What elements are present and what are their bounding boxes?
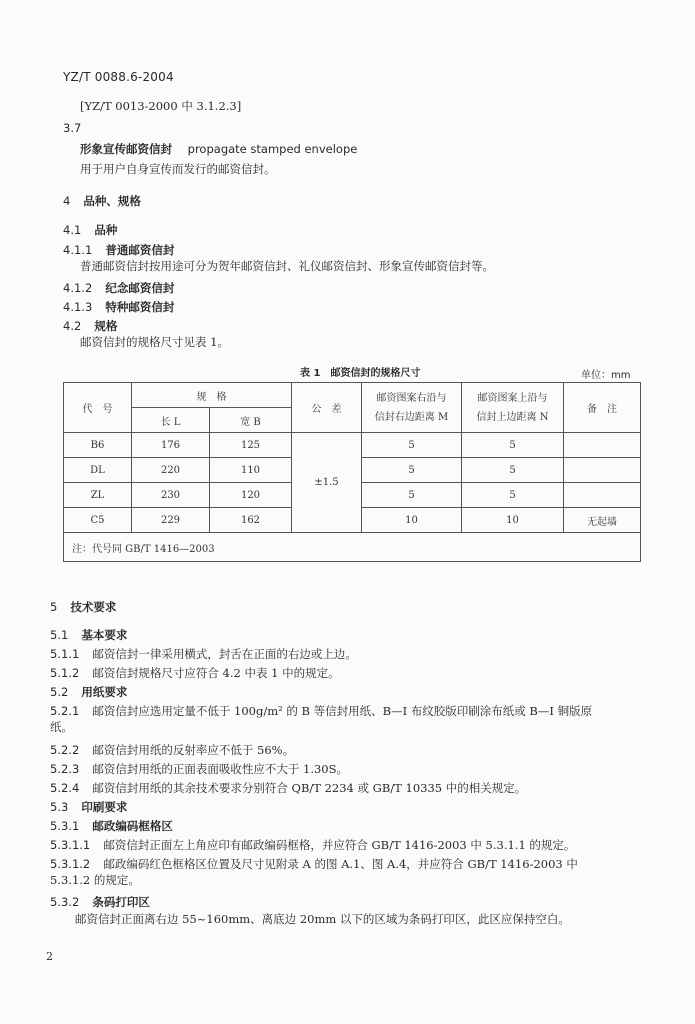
cell-code: ZL bbox=[64, 483, 132, 508]
section-number: 4.1 bbox=[63, 223, 82, 237]
clause-5-2-1 bbox=[50, 700, 592, 719]
clause-number: 5.3.1.1 bbox=[50, 838, 91, 852]
header-m-line1: 邮资图案右沿与 bbox=[376, 392, 447, 404]
term-chinese: 形象宣传邮资信封 bbox=[80, 142, 172, 156]
section-title: 品种、规格 bbox=[83, 194, 141, 208]
cell-m: 5 bbox=[362, 483, 462, 508]
cell-code: B6 bbox=[64, 433, 132, 458]
header-n-line1: 邮资图案上沿与 bbox=[477, 392, 548, 404]
section-4-1-1-heading bbox=[63, 239, 174, 258]
cell-width: 125 bbox=[210, 433, 292, 458]
section-5-heading bbox=[50, 596, 116, 615]
section-5-2-heading bbox=[50, 681, 127, 700]
reference-citation: [YZ/T 0013-2000 中 3.1.2.3] bbox=[80, 99, 242, 113]
page-number: 2 bbox=[46, 950, 53, 963]
section-number: 4.1.2 bbox=[63, 281, 93, 295]
cell-n: 5 bbox=[462, 433, 564, 458]
cell-remark: 无起墙 bbox=[564, 508, 641, 533]
clause-number: 5.1.1 bbox=[50, 647, 80, 661]
section-title: 基本要求 bbox=[81, 628, 128, 642]
cell-width: 110 bbox=[210, 458, 292, 483]
section-number: 5.1 bbox=[50, 628, 69, 642]
section-4-1-2-heading bbox=[63, 277, 174, 296]
term-english: propagate stamped envelope bbox=[187, 142, 358, 156]
clause-body-line1: 邮资信封应选用定量不低于 100g/m² 的 B 等信封用纸、B—I 布纹胶版印刷涂布纸或 B—I 铜版原 bbox=[92, 704, 593, 718]
section-number: 4.1.1 bbox=[63, 243, 93, 257]
header-m-line2: 信封右边距离 M bbox=[374, 411, 449, 423]
header-length: 长 L bbox=[132, 408, 210, 433]
cell-m: 5 bbox=[362, 433, 462, 458]
cell-n: 5 bbox=[462, 458, 564, 483]
cell-length: 229 bbox=[132, 508, 210, 533]
cell-width: 120 bbox=[210, 483, 292, 508]
section-5-3-heading bbox=[50, 796, 127, 815]
header-remark: 备 注 bbox=[564, 383, 641, 433]
header-n bbox=[462, 383, 564, 433]
section-number: 5.3 bbox=[50, 800, 69, 814]
section-number: 5.3.1 bbox=[50, 819, 80, 833]
cell-code: C5 bbox=[64, 508, 132, 533]
cell-remark bbox=[564, 483, 641, 508]
section-4-2-body: 邮资信封的规格尺寸见表 1。 bbox=[80, 335, 229, 349]
section-title: 纪念邮资信封 bbox=[105, 281, 175, 295]
clause-body: 邮资信封规格尺寸应符合 4.2 中表 1 中的规定。 bbox=[92, 666, 340, 680]
cell-remark bbox=[564, 458, 641, 483]
table-note-row bbox=[64, 533, 641, 562]
clause-body: 邮资信封用纸的正面表面吸收性应不大于 1.30S。 bbox=[92, 762, 348, 776]
section-title: 用纸要求 bbox=[81, 685, 128, 699]
cell-m: 10 bbox=[362, 508, 462, 533]
clause-5-3-2-body: 邮资信封正面离右边 55~160mm、离底边 20mm 以下的区域为条码打印区，此区应保持空白。 bbox=[75, 912, 570, 926]
clause-5-3-1-1 bbox=[50, 834, 575, 853]
section-number: 5.2 bbox=[50, 685, 69, 699]
section-number: 4.2 bbox=[63, 319, 82, 333]
section-5-3-2-heading bbox=[50, 891, 150, 910]
section-4-1-heading bbox=[63, 219, 117, 238]
section-title: 技术要求 bbox=[70, 600, 117, 614]
header-tolerance: 公 差 bbox=[292, 383, 362, 433]
cell-m: 5 bbox=[362, 458, 462, 483]
header-width: 宽 B bbox=[210, 408, 292, 433]
section-3-7-number: 3.7 bbox=[63, 121, 82, 135]
section-3-7-term bbox=[80, 141, 357, 157]
section-number: 4.1.3 bbox=[63, 300, 93, 314]
section-title: 邮政编码框格区 bbox=[92, 819, 173, 833]
clause-number: 5.2.1 bbox=[50, 704, 80, 718]
section-title: 品种 bbox=[94, 223, 118, 237]
clause-number: 5.2.3 bbox=[50, 762, 80, 776]
section-4-1-3-heading bbox=[63, 296, 174, 315]
table-unit: 单位：mm bbox=[581, 370, 631, 381]
clause-number: 5.1.2 bbox=[50, 666, 80, 680]
header-n-line2: 信封上边距离 N bbox=[476, 411, 549, 423]
clause-body: 邮资信封用纸的其余技术要求分别符合 QB/T 2234 或 GB/T 10335 中的相关规定。 bbox=[92, 781, 527, 795]
cell-length: 176 bbox=[132, 433, 210, 458]
section-4-1-1-body: 普通邮资信封按用途可分为贺年邮资信封、礼仪邮资信封、形象宣传邮资信封等。 bbox=[80, 259, 494, 273]
section-number: 5 bbox=[50, 600, 58, 614]
cell-tolerance: ±1.5 bbox=[292, 433, 362, 533]
section-title: 规格 bbox=[94, 319, 118, 333]
clause-5-3-1-2-line2: 5.3.1.2 的规定。 bbox=[50, 873, 140, 887]
section-number: 5.3.2 bbox=[50, 895, 80, 909]
cell-width: 162 bbox=[210, 508, 292, 533]
clause-number: 5.2.4 bbox=[50, 781, 80, 795]
section-title: 条码打印区 bbox=[92, 895, 150, 909]
section-3-7-definition: 用于用户自身宣传而发行的邮资信封。 bbox=[80, 162, 276, 176]
clause-body: 邮资信封一律采用横式，封舌在正面的右边或上边。 bbox=[92, 647, 357, 661]
table-caption: 表 1 邮资信封的规格尺寸 bbox=[300, 368, 421, 379]
cell-n: 5 bbox=[462, 483, 564, 508]
clause-5-1-1 bbox=[50, 643, 357, 662]
cell-length: 220 bbox=[132, 458, 210, 483]
section-4-2-heading bbox=[63, 315, 117, 334]
section-5-3-1-heading bbox=[50, 815, 173, 834]
clause-body: 邮资信封正面左上角应印有邮政编码框格，并应符合 GB/T 1416-2003 中 5.3.1.1 的规定。 bbox=[103, 838, 576, 852]
table-note: 注：代号同 GB/T 1416—2003 bbox=[64, 533, 641, 562]
clause-5-1-2 bbox=[50, 662, 340, 681]
clause-5-2-1-line2: 纸。 bbox=[50, 720, 73, 734]
header-code: 代 号 bbox=[64, 383, 132, 433]
clause-5-2-2 bbox=[50, 739, 294, 758]
clause-5-2-4 bbox=[50, 777, 526, 796]
clause-body-line1: 邮政编码红色框格区位置及尺寸见附录 A 的图 A.1、图 A.4，并应符合 GB/T 1416-2003 中 bbox=[103, 857, 578, 871]
section-5-1-heading bbox=[50, 624, 127, 643]
clause-body: 邮资信封用纸的反射率应不低于 56%。 bbox=[92, 743, 295, 757]
standard-code: YZ/T 0088.6-2004 bbox=[63, 70, 174, 84]
clause-number: 5.2.2 bbox=[50, 743, 80, 757]
header-spec: 规 格 bbox=[132, 383, 292, 408]
table-row bbox=[64, 433, 641, 458]
section-number: 4 bbox=[63, 194, 71, 208]
section-title: 普通邮资信封 bbox=[105, 243, 175, 257]
clause-5-3-1-2 bbox=[50, 853, 578, 872]
cell-n: 10 bbox=[462, 508, 564, 533]
section-title: 印刷要求 bbox=[81, 800, 128, 814]
section-title: 特种邮资信封 bbox=[105, 300, 175, 314]
spec-table bbox=[63, 382, 641, 562]
clause-number: 5.3.1.2 bbox=[50, 857, 91, 871]
cell-remark bbox=[564, 433, 641, 458]
header-m bbox=[362, 383, 462, 433]
cell-code: DL bbox=[64, 458, 132, 483]
cell-length: 230 bbox=[132, 483, 210, 508]
section-4-heading bbox=[63, 190, 141, 209]
clause-5-2-3 bbox=[50, 758, 348, 777]
